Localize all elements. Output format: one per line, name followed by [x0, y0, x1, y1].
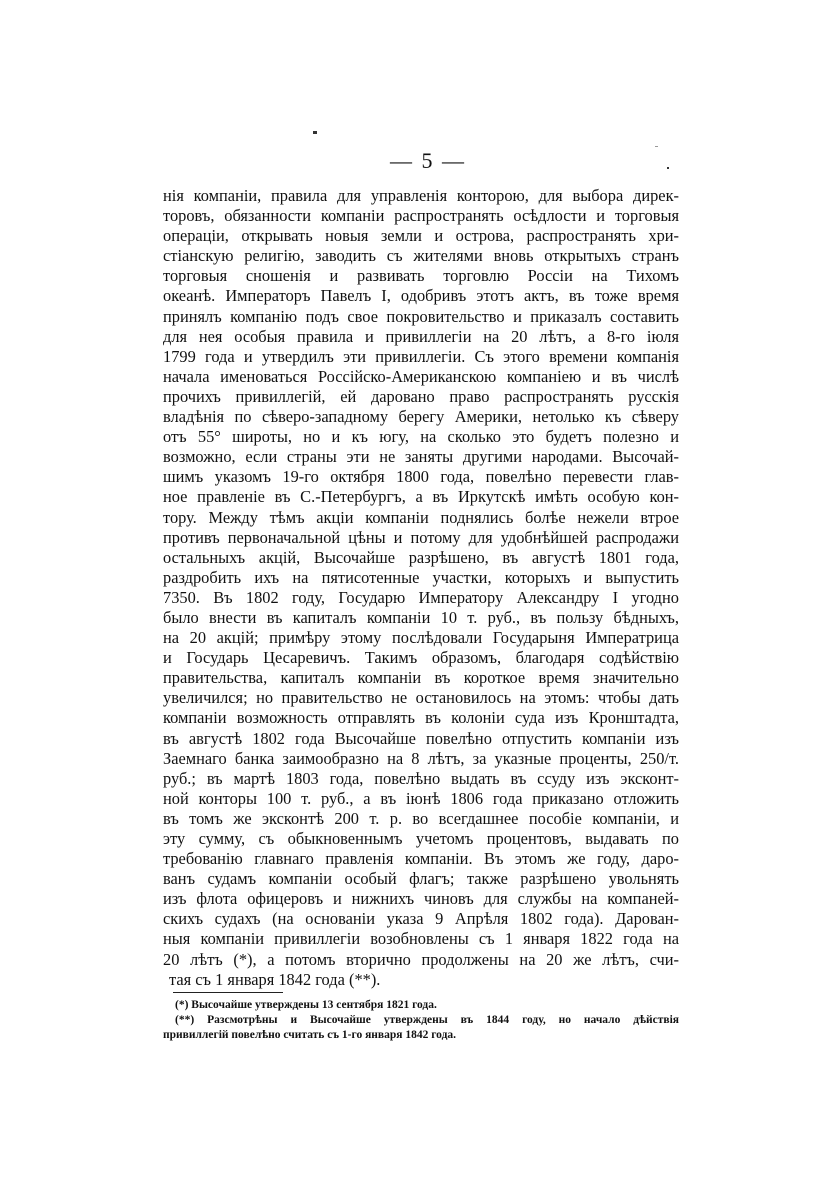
text-line: было внести въ капиталъ компаніи 10 т. руб., въ пользу бѣдныхъ, — [163, 607, 679, 627]
footnotes — [163, 998, 679, 1043]
text-line: владѣнія по сѣверо-западному берегу Америки, нетолько къ сѣверу — [163, 407, 679, 427]
text-line: 7350. Въ 1802 году, Государю Императору Александру I угодно — [163, 587, 679, 607]
text-line: торговыя сношенія и развивать торговлю Россіи на Тихомъ — [163, 266, 679, 286]
text-line: океанѣ. Императоръ Павелъ I, одобривъ этотъ актъ, въ тоже время — [163, 286, 679, 306]
text-line: ной конторы 100 т. руб., а въ іюнѣ 1806 года приказано отложить — [163, 788, 679, 808]
text-line: 1799 года и утвердилъ эти привиллегіи. Съ этого времени компанія — [163, 346, 679, 366]
footnote: (**) Разсмотрѣны и Высочайше утверждены въ 1844 году, но начало дѣйствія — [175, 1014, 679, 1026]
text-line: руб.; въ мартѣ 1803 года, повелѣно выдать въ ссуду изъ эксконт- — [163, 768, 679, 788]
footnote: (*) Высочайше утверждены 13 сентября 1821 года. — [175, 999, 437, 1011]
footnote-continuation: привиллегій повелѣно считать съ 1-го января 1842 года. — [163, 1029, 457, 1041]
text-line: на 20 акцій; примѣру этому послѣдовали Государыня Императрица — [163, 628, 679, 648]
text-line: принялъ компанію подъ свое покровительство и приказалъ составить — [163, 306, 679, 326]
text-line: возможно, если страны эти не заняты другими народами. Высочай- — [163, 447, 679, 467]
text-line: ныя компаніи привиллегіи возобновлены съ 1 января 1822 года на — [163, 929, 679, 949]
text-line: правительства, капиталъ компаніи въ короткое время значительно — [163, 668, 679, 688]
text-line: стіанскую религію, заводить съ жителями вновь открытыхъ странъ — [163, 246, 679, 266]
text-line: и Государь Цесаревичъ. Такимъ образомъ, благодаря содѣйствію — [163, 648, 679, 668]
text-line: раздробить ихъ на пятисотенные участки, которыхъ и выпустить — [163, 567, 679, 587]
text-line: компаніи возможность отправлять въ колоніи суда изъ Кронштадта, — [163, 708, 679, 728]
page-number: — 5 — — [390, 148, 466, 173]
text-line: операціи, открывать новыя земли и острова, распространять хри- — [163, 226, 679, 246]
text-line: 20 лѣтъ (*), а потомъ вторично продолжены на 20 же лѣтъ, счи- — [163, 949, 679, 969]
text-line: въ томъ же эксконтѣ 200 т. р. во всегдашнее пособіе компаніи, и — [163, 808, 679, 828]
footnote-divider — [173, 992, 283, 993]
text-line: тая съ 1 января 1842 года (**). — [169, 969, 381, 989]
text-line: тору. Между тѣмъ акціи компаніи поднялись болѣе нежели втрое — [163, 507, 679, 527]
text-line: отъ 55° широты, но и къ югу, на сколько это будетъ полезно и — [163, 427, 679, 447]
body-text — [163, 186, 679, 990]
text-line: противъ первоначальной цѣны и потому для удобнѣйшей распродажи — [163, 527, 679, 547]
text-line: требованію главнаго правленія компаніи. Въ этомъ же году, даро- — [163, 849, 679, 869]
text-line: изъ флота офицеровъ и нижнихъ чиновъ для службы на компаней- — [163, 889, 679, 909]
text-line: Заемнаго банка заимообразно на 8 лѣтъ, за указные проценты, 250/т. — [163, 748, 679, 768]
text-line: для нея особыя правила и привиллегіи на 20 лѣтъ, а 8-го іюля — [163, 326, 679, 346]
text-line: нія компаніи, правила для управленія конторою, для выбора дирек- — [163, 186, 679, 205]
text-line: шимъ указомъ 19-го октября 1800 года, повелѣно перевести глав- — [163, 467, 679, 487]
text-line: ное правленіе въ С.-Петербургъ, а въ Иркутскѣ имѣть особую кон- — [163, 487, 679, 507]
text-line: въ августѣ 1802 года Высочайше повелѣно отпустить компаніи изъ — [163, 728, 679, 748]
text-line: увеличился; но правительство не остановилось на этомъ: чтобы дать — [163, 688, 679, 708]
text-line: ванъ судамъ компаніи особый флагъ; также разрѣшено увольнять — [163, 869, 679, 889]
text-line: скихъ судахъ (на основаніи указа 9 Апрѣля 1802 года). Дарован- — [163, 909, 679, 929]
text-line: начала именоваться Россійско-Американскою компаніею и въ числѣ — [163, 366, 679, 386]
ink-speck — [655, 146, 658, 147]
text-line: остальныхъ акцій, Высочайше разрѣшено, въ августѣ 1801 года, — [163, 547, 679, 567]
text-line: торовъ, обязанности компаніи распространять осѣдлости и торговыя — [163, 206, 679, 226]
ink-speck — [667, 167, 669, 169]
text-line: прочихъ привиллегій, ей даровано право распространять русскія — [163, 386, 679, 406]
ink-speck — [313, 131, 317, 134]
text-line: эту сумму, съ обыкновеннымъ учетомъ процентовъ, выдавать по — [163, 829, 679, 848]
